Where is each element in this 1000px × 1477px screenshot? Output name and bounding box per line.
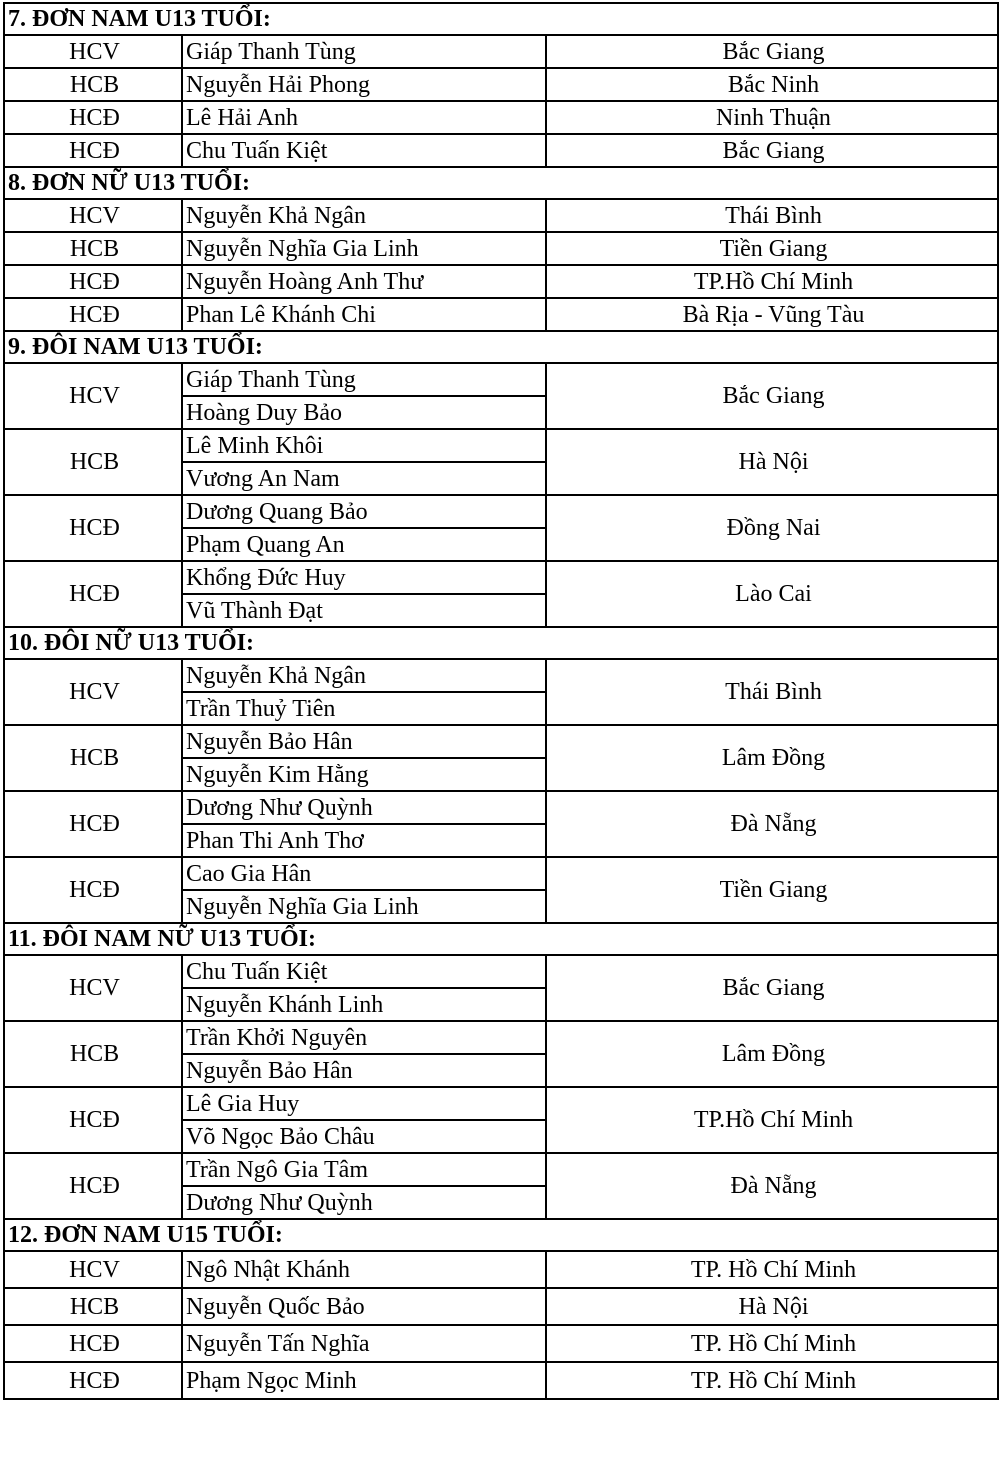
table-row: [4, 791, 998, 824]
athlete-name-cell: Nguyễn Quốc Bảo: [182, 1288, 546, 1325]
athlete-name-cell: Nguyễn Hoàng Anh Thư: [182, 265, 546, 298]
medal-cell: HCĐ: [4, 857, 182, 923]
table-row: [4, 68, 998, 101]
athlete-name-cell: Lê Hải Anh: [182, 101, 546, 134]
team-unit-cell: TP. Hồ Chí Minh: [546, 1251, 998, 1288]
medal-cell: HCĐ: [4, 1325, 182, 1362]
athlete-name-cell: Giáp Thanh Tùng: [182, 35, 546, 68]
medal-cell: HCB: [4, 429, 182, 495]
section-title: 10. ĐÔI NỮ U13 TUỔI:: [4, 627, 998, 659]
athlete-name-cell: Nguyễn Tấn Nghĩa: [182, 1325, 546, 1362]
medal-cell: HCĐ: [4, 495, 182, 561]
athlete-name-cell: Nguyễn Bảo Hân: [182, 725, 546, 758]
athlete-name-cell: Vương An Nam: [182, 462, 546, 495]
athlete-name-cell: Nguyễn Khánh Linh: [182, 988, 546, 1021]
medal-cell: HCĐ: [4, 1087, 182, 1153]
table-row: [4, 1153, 998, 1186]
athlete-name-cell: Dương Như Quỳnh: [182, 791, 546, 824]
athlete-name-cell: Trần Thuỷ Tiên: [182, 692, 546, 725]
athlete-name-cell: Võ Ngọc Bảo Châu: [182, 1120, 546, 1153]
athlete-name-cell: Cao Gia Hân: [182, 857, 546, 890]
team-unit-cell: Bắc Giang: [546, 35, 998, 68]
section-header-row: [4, 167, 998, 199]
table-row: [4, 1087, 998, 1120]
table-row: [4, 1021, 998, 1054]
table-row: [4, 101, 998, 134]
table-row: [4, 429, 998, 462]
table-row: [4, 199, 998, 232]
athlete-name-cell: Dương Quang Bảo: [182, 495, 546, 528]
table-row: [4, 561, 998, 594]
medal-cell: HCB: [4, 232, 182, 265]
athlete-name-cell: Trần Khởi Nguyên: [182, 1021, 546, 1054]
team-unit-cell: Đà Nẵng: [546, 791, 998, 857]
team-unit-cell: Ninh Thuận: [546, 101, 998, 134]
table-row: [4, 857, 998, 890]
team-unit-cell: Lào Cai: [546, 561, 998, 627]
team-unit-cell: Bắc Giang: [546, 955, 998, 1021]
team-unit-cell: Hà Nội: [546, 429, 998, 495]
athlete-name-cell: Phan Thi Anh Thơ: [182, 824, 546, 857]
team-unit-cell: Đà Nẵng: [546, 1153, 998, 1219]
medal-cell: HCV: [4, 35, 182, 68]
athlete-name-cell: Vũ Thành Đạt: [182, 594, 546, 627]
team-unit-cell: Bắc Ninh: [546, 68, 998, 101]
table-row: [4, 725, 998, 758]
athlete-name-cell: Hoàng Duy Bảo: [182, 396, 546, 429]
team-unit-cell: TP. Hồ Chí Minh: [546, 1362, 998, 1399]
table-row: [4, 1251, 998, 1288]
athlete-name-cell: Giáp Thanh Tùng: [182, 363, 546, 396]
team-unit-cell: TP.Hồ Chí Minh: [546, 1087, 998, 1153]
table-row: [4, 35, 998, 68]
medal-results-table: [3, 2, 999, 1400]
athlete-name-cell: Nguyễn Hải Phong: [182, 68, 546, 101]
team-unit-cell: Thái Bình: [546, 659, 998, 725]
medal-cell: HCB: [4, 1288, 182, 1325]
table-row: [4, 1288, 998, 1325]
athlete-name-cell: Nguyễn Nghĩa Gia Linh: [182, 890, 546, 923]
table-row: [4, 232, 998, 265]
medal-cell: HCV: [4, 659, 182, 725]
medal-cell: HCV: [4, 1251, 182, 1288]
team-unit-cell: Lâm Đồng: [546, 725, 998, 791]
athlete-name-cell: Lê Minh Khôi: [182, 429, 546, 462]
table-row: [4, 1362, 998, 1399]
medal-cell: HCB: [4, 68, 182, 101]
team-unit-cell: Hà Nội: [546, 1288, 998, 1325]
athlete-name-cell: Phạm Quang An: [182, 528, 546, 561]
athlete-name-cell: Lê Gia Huy: [182, 1087, 546, 1120]
athlete-name-cell: Ngô Nhật Khánh: [182, 1251, 546, 1288]
table-row: [4, 1325, 998, 1362]
medal-cell: HCĐ: [4, 134, 182, 167]
team-unit-cell: Bắc Giang: [546, 134, 998, 167]
team-unit-cell: TP.Hồ Chí Minh: [546, 265, 998, 298]
medal-cell: HCĐ: [4, 298, 182, 331]
table-row: [4, 265, 998, 298]
team-unit-cell: Bắc Giang: [546, 363, 998, 429]
table-row: [4, 659, 998, 692]
medal-cell: HCĐ: [4, 561, 182, 627]
team-unit-cell: Bà Rịa - Vũng Tàu: [546, 298, 998, 331]
athlete-name-cell: Khổng Đức Huy: [182, 561, 546, 594]
section-header-row: [4, 627, 998, 659]
team-unit-cell: TP. Hồ Chí Minh: [546, 1325, 998, 1362]
section-header-row: [4, 923, 998, 955]
athlete-name-cell: Nguyễn Khả Ngân: [182, 199, 546, 232]
team-unit-cell: Tiền Giang: [546, 857, 998, 923]
athlete-name-cell: Chu Tuấn Kiệt: [182, 134, 546, 167]
section-title: 11. ĐÔI NAM NỮ U13 TUỔI:: [4, 923, 998, 955]
table-row: [4, 363, 998, 396]
athlete-name-cell: Chu Tuấn Kiệt: [182, 955, 546, 988]
table-row: [4, 298, 998, 331]
athlete-name-cell: Phan Lê Khánh Chi: [182, 298, 546, 331]
medal-cell: HCB: [4, 1021, 182, 1087]
athlete-name-cell: Nguyễn Khả Ngân: [182, 659, 546, 692]
section-header-row: [4, 3, 998, 35]
section-header-row: [4, 1219, 998, 1251]
athlete-name-cell: Phạm Ngọc Minh: [182, 1362, 546, 1399]
team-unit-cell: Đồng Nai: [546, 495, 998, 561]
team-unit-cell: Thái Bình: [546, 199, 998, 232]
table-row: [4, 134, 998, 167]
medal-cell: HCĐ: [4, 265, 182, 298]
team-unit-cell: Tiền Giang: [546, 232, 998, 265]
section-title: 8. ĐƠN NỮ U13 TUỔI:: [4, 167, 998, 199]
medal-results-body: [4, 3, 998, 1399]
table-row: [4, 495, 998, 528]
section-title: 12. ĐƠN NAM U15 TUỔI:: [4, 1219, 998, 1251]
section-title: 9. ĐÔI NAM U13 TUỔI:: [4, 331, 998, 363]
medal-cell: HCB: [4, 725, 182, 791]
medal-cell: HCĐ: [4, 791, 182, 857]
medal-cell: HCĐ: [4, 101, 182, 134]
athlete-name-cell: Trần Ngô Gia Tâm: [182, 1153, 546, 1186]
medal-cell: HCĐ: [4, 1153, 182, 1219]
athlete-name-cell: Nguyễn Nghĩa Gia Linh: [182, 232, 546, 265]
medal-cell: HCV: [4, 955, 182, 1021]
medal-cell: HCV: [4, 363, 182, 429]
section-header-row: [4, 331, 998, 363]
section-title: 7. ĐƠN NAM U13 TUỔI:: [4, 3, 998, 35]
medal-cell: HCĐ: [4, 1362, 182, 1399]
athlete-name-cell: Nguyễn Bảo Hân: [182, 1054, 546, 1087]
athlete-name-cell: Nguyễn Kim Hằng: [182, 758, 546, 791]
team-unit-cell: Lâm Đồng: [546, 1021, 998, 1087]
table-row: [4, 955, 998, 988]
medal-cell: HCV: [4, 199, 182, 232]
athlete-name-cell: Dương Như Quỳnh: [182, 1186, 546, 1219]
